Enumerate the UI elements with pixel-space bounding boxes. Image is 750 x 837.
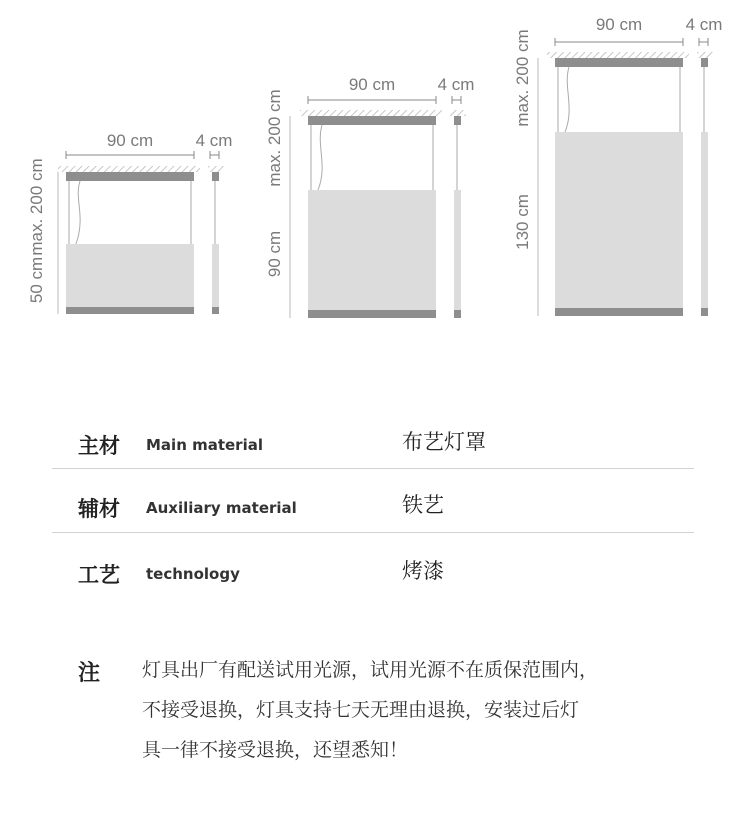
notice-line: 不接受退换，灯具支持七天无理由退换，安装过后灯 <box>142 699 580 721</box>
shade-height-label: 50 cm <box>27 256 46 304</box>
lamp-diagram-2 <box>265 75 474 318</box>
spec-value: 烤漆 <box>402 559 444 583</box>
spec-label-zh: 主材 <box>78 434 120 458</box>
spec-row-main-material <box>52 410 694 469</box>
shade-height-label: 90 cm <box>265 230 284 278</box>
spec-label-zh: 辅材 <box>78 497 120 521</box>
depth-label: 4 cm <box>437 75 475 94</box>
spec-row-auxiliary-material <box>52 469 694 533</box>
spec-value: 铁艺 <box>402 493 444 517</box>
depth-label: 4 cm <box>685 15 723 34</box>
width-label: 90 cm <box>106 131 154 150</box>
max-length-label: max. 200 cm <box>265 89 284 187</box>
lamp-diagram-1 <box>27 131 232 314</box>
notice-text <box>142 650 702 770</box>
spec-label-en: technology <box>146 565 240 583</box>
spec-row-technology <box>52 533 694 596</box>
max-length-label: max. 200 cm <box>27 158 46 256</box>
dimension-diagrams <box>0 0 750 360</box>
width-label: 90 cm <box>348 75 396 94</box>
shade-height-label: 130 cm <box>513 194 532 250</box>
notice-label: 注 <box>78 661 101 686</box>
spec-label-en: Main material <box>146 436 263 454</box>
spec-label-en: Auxiliary material <box>146 499 297 517</box>
notice-line: 灯具出厂有配送试用光源，试用光源不在质保范围内， <box>142 659 599 681</box>
lamp-diagram-3 <box>513 15 722 316</box>
depth-label: 4 cm <box>195 131 233 150</box>
spec-label-zh: 工艺 <box>78 563 120 587</box>
width-label: 90 cm <box>595 15 643 34</box>
notice-line: 具一律不接受退换，还望悉知！ <box>142 739 409 761</box>
spec-table <box>52 410 694 596</box>
spec-value: 布艺灯罩 <box>402 430 486 454</box>
max-length-label: max. 200 cm <box>513 29 532 127</box>
